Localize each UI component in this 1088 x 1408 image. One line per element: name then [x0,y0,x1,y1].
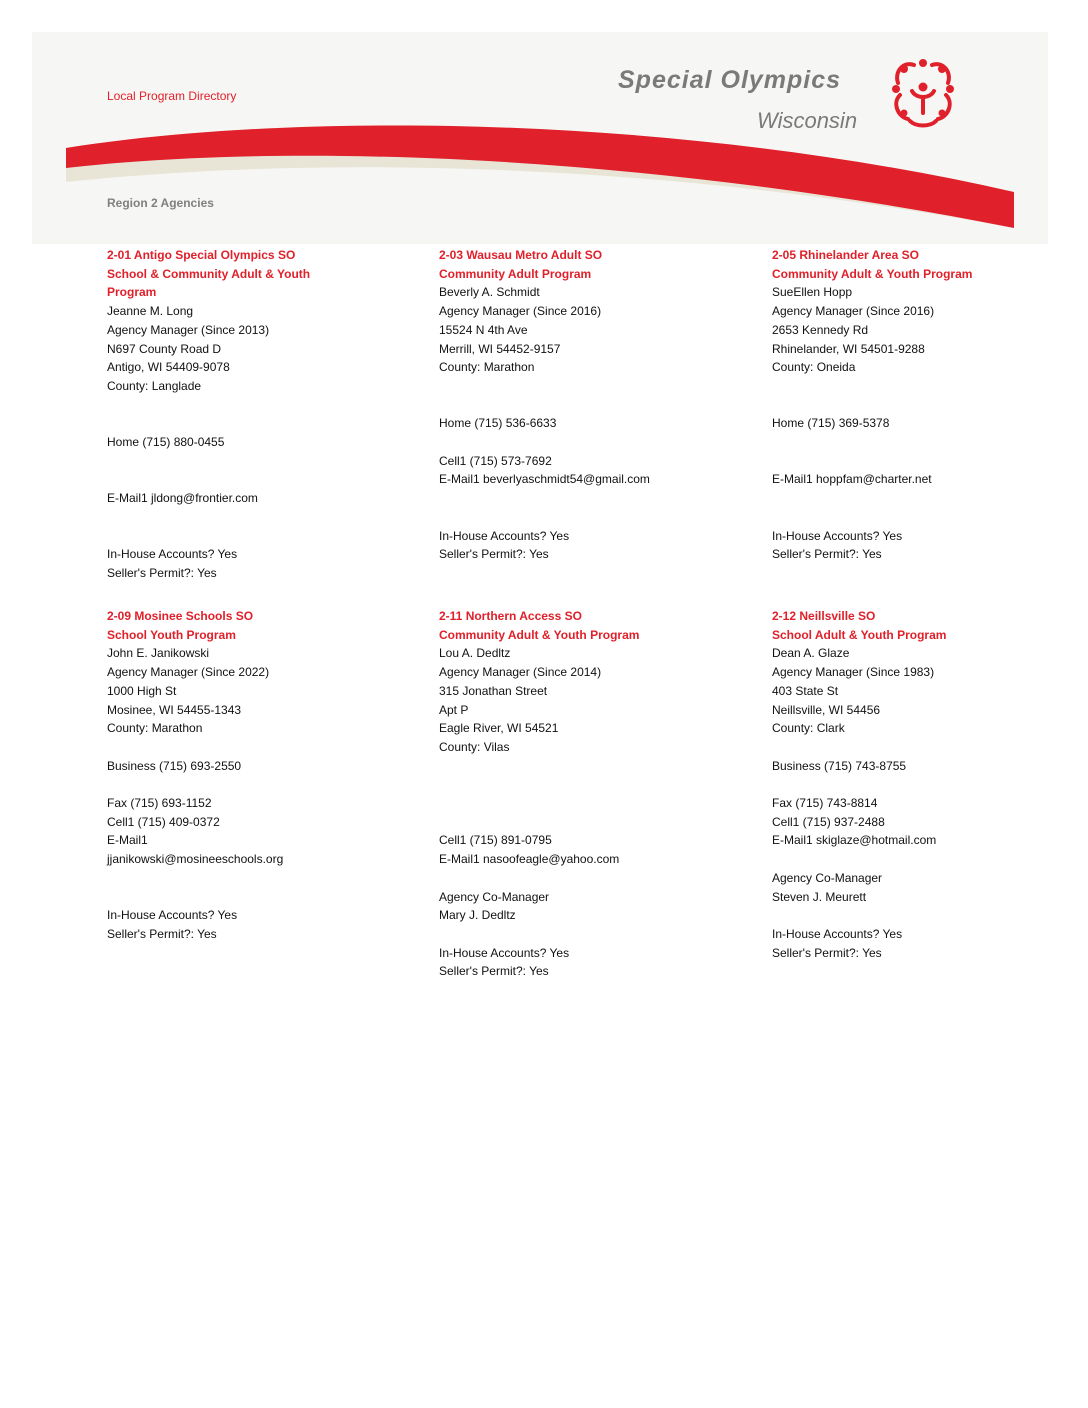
agency-email: E-Mail1 jldong@frontier.com [107,491,258,506]
agency-manager: John E. Janikowski [107,646,210,661]
agency-sellers-permit: Seller's Permit?: Yes [439,964,549,979]
agency-entry [772,607,1072,962]
agency-name: 2-05 Rhinelander Area SO [772,248,919,262]
agency-cell-phone: Cell1 (715) 937-2488 [772,814,885,829]
agency-city: Merrill, WI 54452-9157 [439,341,561,356]
agency-manager-role: Agency Manager (Since 2016) [439,304,602,319]
agency-program: School Youth Program [107,627,236,642]
agency-entry [439,246,739,564]
agency-manager-role: Agency Manager (Since 2022) [107,665,270,680]
agency-cell-phone: Cell1 (715) 891-0795 [439,833,552,848]
agency-program: School Adult & Youth Program [772,627,947,642]
agency-manager-role: Agency Manager (Since 2013) [107,322,270,337]
agency-name: 2-09 Mosinee Schools SO [107,609,254,623]
agency-city: Antigo, WI 54409-9078 [107,360,230,375]
agency-email: E-Mail1 hoppfam@charter.net [772,472,932,487]
agency-program: School & Community Adult & Youth Program [107,266,311,300]
agency-home-phone: Home (715) 880-0455 [107,435,225,450]
agency-inhouse-accounts: In-House Accounts? Yes [772,926,903,941]
agency-entry [439,607,739,981]
header-swoosh [32,120,1048,244]
agency-address: 1000 High St [107,683,177,698]
agency-entry [107,246,337,583]
agency-email: jjanikowski@mosineeschools.org [107,852,284,867]
agency-comanager: Mary J. Dedltz [439,908,516,923]
agency-address: N697 County Road D [107,341,222,356]
agency-manager: Dean A. Glaze [772,646,850,661]
agency-inhouse-accounts: In-House Accounts? Yes [772,528,903,543]
special-olympics-logo-icon [890,55,956,135]
agency-county: County: Clark [772,721,845,736]
agency-home-phone: Home (715) 369-5378 [772,416,890,431]
agency-manager-role: Agency Manager (Since 1983) [772,665,935,680]
agency-address: 315 Jonathan Street [439,683,548,698]
agency-county: County: Marathon [439,360,535,375]
agency-city: Mosinee, WI 54455-1343 [107,702,242,717]
agency-county: County: Langlade [107,378,202,393]
agency-address: 403 State St [772,683,839,698]
agency-comanager-label: Agency Co-Manager [439,889,550,904]
agency-email: E-Mail1 skiglaze@hotmail.com [772,833,937,848]
agency-inhouse-accounts: In-House Accounts? Yes [439,528,570,543]
agency-email-label: E-Mail1 [107,833,148,848]
agency-manager: Jeanne M. Long [107,304,194,319]
agency-city: Neillsville, WI 54456 [772,702,881,717]
agency-comanager: Steven J. Meurett [772,889,867,904]
agency-sellers-permit: Seller's Permit?: Yes [107,565,217,580]
agency-entry [772,246,1072,564]
agency-inhouse-accounts: In-House Accounts? Yes [439,945,570,960]
agency-county: County: Vilas [439,739,510,754]
agency-manager-role: Agency Manager (Since 2016) [772,304,935,319]
agency-cell-phone: Cell1 (715) 573-7692 [439,453,552,468]
agency-home-phone: Home (715) 536-6633 [439,416,557,431]
agency-manager: Beverly A. Schmidt [439,285,540,300]
agency-county: County: Oneida [772,360,856,375]
agency-fax: Fax (715) 743-8814 [772,796,878,810]
agency-address-line2: Apt P [439,702,469,717]
agency-business-phone: Business (715) 743-8755 [772,758,907,773]
agency-name: 2-03 Wausau Metro Adult SO [439,248,603,262]
agency-sellers-permit: Seller's Permit?: Yes [772,945,882,960]
document-title: Local Program Directory [107,89,237,103]
agency-manager: SueEllen Hopp [772,285,853,300]
agency-email: E-Mail1 beverlyaschmidt54@gmail.com [439,472,650,487]
agency-manager-role: Agency Manager (Since 2014) [439,665,602,680]
agency-city: Rhinelander, WI 54501-9288 [772,341,925,356]
agency-fax: Fax (715) 693-1152 [107,796,212,810]
agency-manager: Lou A. Dedltz [439,646,511,661]
agency-program: Community Adult Program [439,266,592,281]
agency-sellers-permit: Seller's Permit?: Yes [439,547,549,562]
brand-subtitle: Wisconsin [757,108,858,133]
agency-city: Eagle River, WI 54521 [439,721,559,736]
agency-sellers-permit: Seller's Permit?: Yes [107,926,217,941]
agency-comanager-label: Agency Co-Manager [772,870,883,885]
agency-county: County: Marathon [107,721,203,736]
agency-address: 2653 Kennedy Rd [772,322,869,337]
agency-business-phone: Business (715) 693-2550 [107,758,242,773]
agency-inhouse-accounts: In-House Accounts? Yes [107,908,238,923]
agency-sellers-permit: Seller's Permit?: Yes [772,547,882,562]
agency-name: 2-01 Antigo Special Olympics SO [107,248,296,262]
region-title: Region 2 Agencies [107,196,214,210]
agency-name: 2-11 Northern Access SO [439,609,582,623]
agency-program: Community Adult & Youth Program [439,627,640,642]
agency-email: E-Mail1 nasoofeagle@yahoo.com [439,852,620,867]
agency-cell-phone: Cell1 (715) 409-0372 [107,814,220,829]
agency-address: 15524 N 4th Ave [439,322,528,337]
agency-program: Community Adult & Youth Program [772,266,973,281]
agency-name: 2-12 Neillsville SO [772,609,876,623]
agency-entry [107,607,407,944]
brand-name: Special Olympics [618,66,842,94]
agency-inhouse-accounts: In-House Accounts? Yes [107,547,238,562]
